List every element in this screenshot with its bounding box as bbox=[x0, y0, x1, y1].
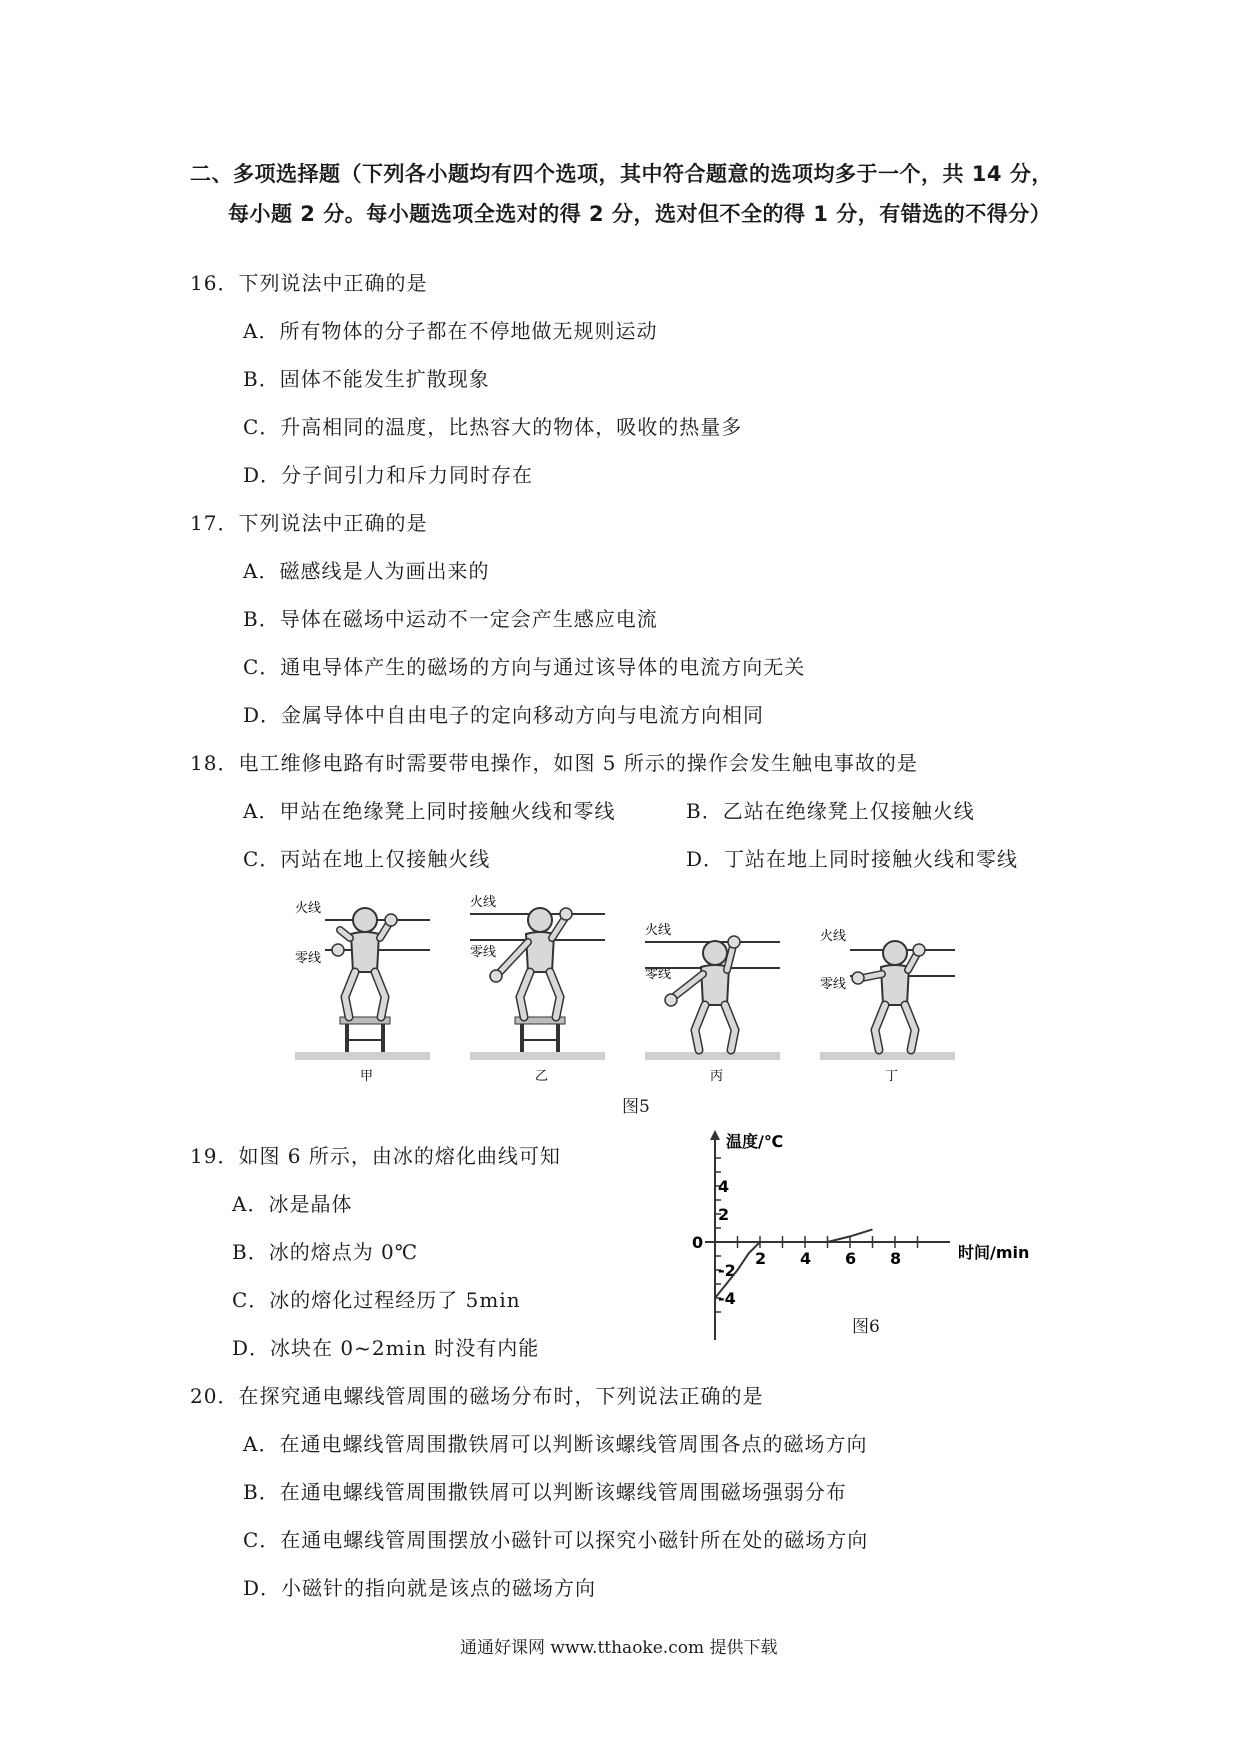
figure-5-panel-bing bbox=[645, 922, 780, 1084]
question-20-stem: 20．在探究通电螺线管周围的磁场分布时，下列说法正确的是 bbox=[190, 1384, 764, 1408]
panel-label-bing: 丙 bbox=[710, 1069, 724, 1084]
question-17-option-c: C．通电导体产生的磁场的方向与通过该导体的电流方向无关 bbox=[243, 655, 806, 679]
question-17-stem: 17．下列说法中正确的是 bbox=[190, 511, 428, 535]
question-17-option-d: D．金属导体中自由电子的定向移动方向与电流方向相同 bbox=[243, 703, 765, 727]
x-tick-label: 2 bbox=[755, 1249, 767, 1268]
question-19-option-b: B．冰的熔点为 0℃ bbox=[232, 1240, 419, 1264]
question-16-option-b: B．固体不能发生扩散现象 bbox=[243, 367, 490, 391]
y-tick-label: -4 bbox=[718, 1289, 736, 1308]
live-wire-label: 火线 bbox=[470, 895, 497, 910]
y-axis-arrow bbox=[710, 1130, 720, 1140]
figure-6-caption: 图6 bbox=[852, 1317, 880, 1337]
chart-y-axis-label: 温度/℃ bbox=[726, 1132, 784, 1151]
y-tick-label: 0 bbox=[692, 1233, 704, 1252]
question-16-stem: 16．下列说法中正确的是 bbox=[190, 271, 428, 295]
panel-label-jia: 甲 bbox=[360, 1069, 374, 1084]
live-wire-label: 火线 bbox=[820, 929, 847, 944]
page-footer: 通通好课网 www.tthaoke.com 提供下载 bbox=[460, 1638, 778, 1658]
figure-5-caption: 图5 bbox=[622, 1097, 650, 1117]
figure-5-electric-shock-illustration bbox=[295, 890, 975, 1090]
question-18-option-c: C．丙站在地上仅接触火线 bbox=[243, 847, 491, 871]
question-18-option-a: A．甲站在绝缘凳上同时接触火线和零线 bbox=[243, 799, 616, 823]
section-heading-line1: 二、多项选择题（下列各小题均有四个选项，其中符合题意的选项均多于一个，共 14 分， bbox=[190, 162, 1053, 186]
question-19-option-c: C．冰的熔化过程经历了 5min bbox=[232, 1288, 521, 1312]
chart-ticks bbox=[692, 1158, 918, 1312]
question-19-option-d: D．冰块在 0~2min 时没有内能 bbox=[232, 1336, 540, 1360]
y-tick-label: 2 bbox=[718, 1205, 730, 1224]
question-18-stem: 18．电工维修电路有时需要带电操作，如图 5 所示的操作会发生触电事故的是 bbox=[190, 751, 918, 775]
question-16-option-d: D．分子间引力和斥力同时存在 bbox=[243, 463, 534, 487]
live-wire-label: 火线 bbox=[645, 923, 672, 938]
question-19-stem: 19．如图 6 所示，由冰的熔化曲线可知 bbox=[190, 1144, 561, 1168]
neutral-wire-label: 零线 bbox=[470, 945, 497, 960]
x-tick-label: 6 bbox=[845, 1249, 857, 1268]
panel-label-ding: 丁 bbox=[885, 1069, 899, 1084]
question-18-option-b: B．乙站在绝缘凳上仅接触火线 bbox=[686, 799, 975, 823]
neutral-wire-label: 零线 bbox=[295, 951, 322, 966]
question-17-option-a: A．磁感线是人为画出来的 bbox=[243, 559, 490, 583]
y-tick-label: 4 bbox=[718, 1177, 730, 1196]
question-20-option-d: D．小磁针的指向就是该点的磁场方向 bbox=[243, 1576, 597, 1600]
y-tick-label: -2 bbox=[718, 1261, 736, 1280]
question-20-option-c: C．在通电螺线管周围摆放小磁针可以探究小磁针所在处的磁场方向 bbox=[243, 1528, 869, 1552]
question-16-option-c: C．升高相同的温度，比热容大的物体，吸收的热量多 bbox=[243, 415, 743, 439]
question-16-option-a: A．所有物体的分子都在不停地做无规则运动 bbox=[243, 319, 658, 343]
question-20-option-a: A．在通电螺线管周围撒铁屑可以判断该螺线管周围各点的磁场方向 bbox=[243, 1432, 868, 1456]
question-19-option-a: A．冰是晶体 bbox=[232, 1192, 353, 1216]
section-heading-line2: 每小题 2 分。每小题选项全选对的得 2 分，选对但不全的得 1 分，有错选的不得分） bbox=[228, 202, 1052, 226]
x-tick-label: 4 bbox=[800, 1249, 812, 1268]
question-18-option-d: D．丁站在地上同时接触火线和零线 bbox=[686, 847, 1019, 871]
chart-axes bbox=[705, 1130, 950, 1340]
figure-5-panel-yi bbox=[470, 894, 605, 1084]
question-20-option-b: B．在通电螺线管周围撒铁屑可以判断该螺线管周围磁场强弱分布 bbox=[243, 1480, 847, 1504]
neutral-wire-label: 零线 bbox=[645, 967, 672, 982]
figure-5-panel-jia bbox=[295, 900, 430, 1084]
x-tick-label: 8 bbox=[890, 1249, 902, 1268]
question-17-option-b: B．导体在磁场中运动不一定会产生感应电流 bbox=[243, 607, 658, 631]
neutral-wire-label: 零线 bbox=[820, 977, 847, 992]
chart-x-axis-label: 时间/min bbox=[958, 1243, 1030, 1262]
panel-label-yi: 乙 bbox=[535, 1069, 549, 1084]
live-wire-label: 火线 bbox=[295, 901, 322, 916]
figure-5-panel-ding bbox=[820, 928, 955, 1084]
